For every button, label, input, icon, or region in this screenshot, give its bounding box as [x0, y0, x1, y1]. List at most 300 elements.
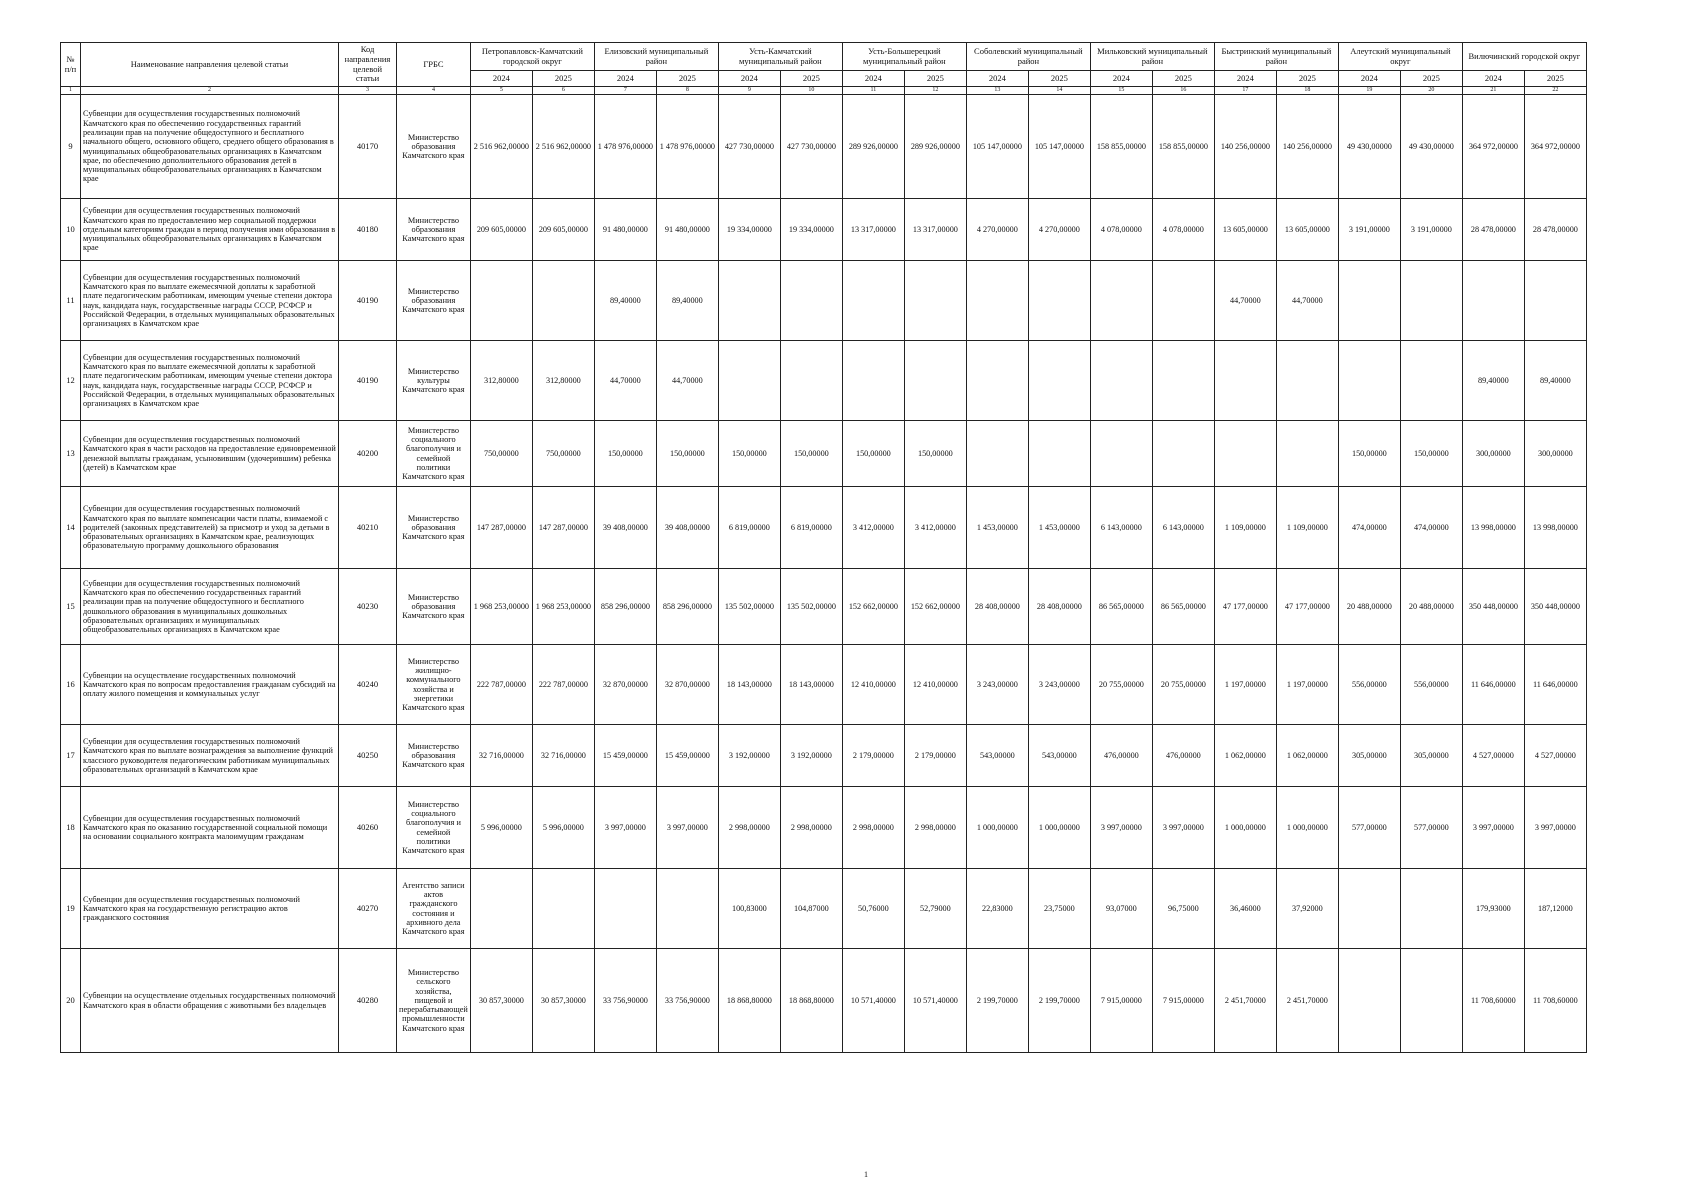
value-cell: 28 408,00000: [1028, 569, 1090, 645]
value-cell: 47 177,00000: [1276, 569, 1338, 645]
value-cell: 140 256,00000: [1214, 95, 1276, 199]
value-cell: 20 755,00000: [1090, 645, 1152, 725]
value-cell: 152 662,00000: [904, 569, 966, 645]
value-cell: 11 646,00000: [1524, 645, 1586, 725]
value-cell: [1028, 341, 1090, 421]
header-region: Соболевский муниципальный район: [966, 43, 1090, 71]
table-row: [61, 569, 1587, 645]
row-number: 19: [61, 869, 81, 949]
value-cell: [1028, 261, 1090, 341]
value-cell: 135 502,00000: [780, 569, 842, 645]
row-code: 40180: [339, 199, 397, 261]
value-cell: 13 998,00000: [1462, 487, 1524, 569]
row-code: 40240: [339, 645, 397, 725]
value-cell: 4 078,00000: [1090, 199, 1152, 261]
value-cell: 2 998,00000: [780, 787, 842, 869]
header-year: 2024: [1338, 71, 1400, 87]
table-row: [61, 199, 1587, 261]
value-cell: 2 516 962,00000: [470, 95, 532, 199]
column-index: 22: [1524, 87, 1586, 95]
value-cell: [1276, 341, 1338, 421]
value-cell: 32 870,00000: [656, 645, 718, 725]
value-cell: 3 997,00000: [656, 787, 718, 869]
header-year: 2024: [470, 71, 532, 87]
value-cell: 152 662,00000: [842, 569, 904, 645]
value-cell: [1400, 949, 1462, 1053]
value-cell: [532, 261, 594, 341]
column-index: 4: [397, 87, 471, 95]
table-row: [61, 261, 1587, 341]
value-cell: [966, 421, 1028, 487]
value-cell: 150,00000: [718, 421, 780, 487]
column-index: 9: [718, 87, 780, 95]
row-grbs: Министерство социального благополучия и семейной политики Камчатского края: [397, 421, 471, 487]
value-cell: 12 410,00000: [904, 645, 966, 725]
value-cell: 1 000,00000: [966, 787, 1028, 869]
column-index: 11: [842, 87, 904, 95]
value-cell: 1 478 976,00000: [656, 95, 718, 199]
value-cell: 6 143,00000: [1152, 487, 1214, 569]
value-cell: [1338, 261, 1400, 341]
header-year: 2025: [656, 71, 718, 87]
value-cell: 2 179,00000: [904, 725, 966, 787]
header-grbs: ГРБС: [397, 43, 471, 87]
value-cell: 91 480,00000: [594, 199, 656, 261]
value-cell: 20 755,00000: [1152, 645, 1214, 725]
value-cell: 1 197,00000: [1276, 645, 1338, 725]
value-cell: [1028, 421, 1090, 487]
column-index: 16: [1152, 87, 1214, 95]
value-cell: 2 199,70000: [966, 949, 1028, 1053]
value-cell: 2 451,70000: [1214, 949, 1276, 1053]
value-cell: [1152, 261, 1214, 341]
value-cell: [780, 261, 842, 341]
header-year: 2025: [532, 71, 594, 87]
header-region: Усть-Камчатский муниципальный район: [718, 43, 842, 71]
value-cell: [1400, 869, 1462, 949]
value-cell: 89,40000: [656, 261, 718, 341]
value-cell: 13 605,00000: [1276, 199, 1338, 261]
value-cell: 22,83000: [966, 869, 1028, 949]
header-region: Мильковский муниципальный район: [1090, 43, 1214, 71]
value-cell: [1214, 421, 1276, 487]
value-cell: 2 179,00000: [842, 725, 904, 787]
value-cell: 209 605,00000: [470, 199, 532, 261]
value-cell: 39 408,00000: [594, 487, 656, 569]
row-grbs: Агентство записи актов гражданского состояния и архивного дела Камчатского края: [397, 869, 471, 949]
value-cell: 187,12000: [1524, 869, 1586, 949]
row-grbs: Министерство образования Камчатского края: [397, 569, 471, 645]
value-cell: 49 430,00000: [1338, 95, 1400, 199]
header-year: 2025: [1276, 71, 1338, 87]
row-number: 15: [61, 569, 81, 645]
value-cell: 1 197,00000: [1214, 645, 1276, 725]
value-cell: 289 926,00000: [904, 95, 966, 199]
value-cell: [1090, 341, 1152, 421]
column-index: 21: [1462, 87, 1524, 95]
row-code: 40190: [339, 261, 397, 341]
value-cell: [842, 261, 904, 341]
table-row: [61, 421, 1587, 487]
row-code: 40260: [339, 787, 397, 869]
table-row: [61, 787, 1587, 869]
value-cell: 1 968 253,00000: [470, 569, 532, 645]
header-code: Код направления целевой статьи: [339, 43, 397, 87]
row-grbs: Министерство образования Камчатского края: [397, 487, 471, 569]
value-cell: [1090, 261, 1152, 341]
value-cell: 104,87000: [780, 869, 842, 949]
value-cell: 52,79000: [904, 869, 966, 949]
value-cell: 2 998,00000: [718, 787, 780, 869]
row-name: Субвенции для осуществления государственных полномочий Камчатского края по выплате компенсации части платы, взимаемой с родителей (законных представителей) за присмотр и уход за детьми в образовательных организациях в Камчатском крае, реализующих образовательную программу дошкольного образования: [81, 487, 339, 569]
value-cell: 3 243,00000: [966, 645, 1028, 725]
value-cell: 44,70000: [1276, 261, 1338, 341]
column-index: 1: [61, 87, 81, 95]
value-cell: 140 256,00000: [1276, 95, 1338, 199]
value-cell: 6 143,00000: [1090, 487, 1152, 569]
value-cell: 32 870,00000: [594, 645, 656, 725]
header-region: Елизовский муниципальный район: [594, 43, 718, 71]
value-cell: 305,00000: [1400, 725, 1462, 787]
value-cell: 3 997,00000: [1152, 787, 1214, 869]
row-grbs: Министерство жилищно-коммунального хозяйства и энергетики Камчатского края: [397, 645, 471, 725]
value-cell: 4 270,00000: [1028, 199, 1090, 261]
header-name: Наименование направления целевой статьи: [81, 43, 339, 87]
value-cell: 86 565,00000: [1152, 569, 1214, 645]
row-code: 40190: [339, 341, 397, 421]
value-cell: 2 451,70000: [1276, 949, 1338, 1053]
value-cell: 556,00000: [1338, 645, 1400, 725]
column-index: 20: [1400, 87, 1462, 95]
value-cell: 15 459,00000: [656, 725, 718, 787]
value-cell: [718, 261, 780, 341]
value-cell: 427 730,00000: [718, 95, 780, 199]
row-code: 40210: [339, 487, 397, 569]
value-cell: 135 502,00000: [718, 569, 780, 645]
value-cell: [1090, 421, 1152, 487]
value-cell: 7 915,00000: [1090, 949, 1152, 1053]
value-cell: 4 078,00000: [1152, 199, 1214, 261]
value-cell: 39 408,00000: [656, 487, 718, 569]
value-cell: 1 062,00000: [1214, 725, 1276, 787]
value-cell: 179,93000: [1462, 869, 1524, 949]
value-cell: 5 996,00000: [532, 787, 594, 869]
row-number: 20: [61, 949, 81, 1053]
value-cell: 3 243,00000: [1028, 645, 1090, 725]
value-cell: [1152, 421, 1214, 487]
table-row: [61, 341, 1587, 421]
column-index: 7: [594, 87, 656, 95]
value-cell: 3 191,00000: [1400, 199, 1462, 261]
value-cell: [1524, 261, 1586, 341]
header-year: 2024: [966, 71, 1028, 87]
row-name: Субвенции на осуществление отдельных государственных полномочий Камчатского края в области обращения с животными без владельцев: [81, 949, 339, 1053]
value-cell: 474,00000: [1400, 487, 1462, 569]
value-cell: 750,00000: [470, 421, 532, 487]
value-cell: [1152, 341, 1214, 421]
row-grbs: Министерство образования Камчатского края: [397, 199, 471, 261]
column-index: 17: [1214, 87, 1276, 95]
value-cell: 33 756,90000: [594, 949, 656, 1053]
column-index: 2: [81, 87, 339, 95]
value-cell: 105 147,00000: [966, 95, 1028, 199]
row-name: Субвенции для осуществления государственных полномочий Камчатского края по выплате вознаграждения за выполнение функций классного руководителя педагогическим работникам муниципальных образовательных организаций в Камчатском крае: [81, 725, 339, 787]
value-cell: 49 430,00000: [1400, 95, 1462, 199]
value-cell: 4 270,00000: [966, 199, 1028, 261]
value-cell: 556,00000: [1400, 645, 1462, 725]
value-cell: [1276, 421, 1338, 487]
value-cell: 93,07000: [1090, 869, 1152, 949]
table-row: [61, 949, 1587, 1053]
column-index: 8: [656, 87, 718, 95]
value-cell: 28 478,00000: [1524, 199, 1586, 261]
row-grbs: Министерство образования Камчатского края: [397, 95, 471, 199]
value-cell: 209 605,00000: [532, 199, 594, 261]
row-name: Субвенции на осуществление государственных полномочий Камчатского края по вопросам предоставления гражданам субсидий на оплату жилого помещения и коммунальных услуг: [81, 645, 339, 725]
value-cell: 2 199,70000: [1028, 949, 1090, 1053]
value-cell: 44,70000: [1214, 261, 1276, 341]
header-year: 2024: [718, 71, 780, 87]
header-region: Петропавловск-Камчатский городской округ: [470, 43, 594, 71]
value-cell: 543,00000: [1028, 725, 1090, 787]
value-cell: 150,00000: [1338, 421, 1400, 487]
value-cell: 147 287,00000: [532, 487, 594, 569]
header-year: 2024: [594, 71, 656, 87]
value-cell: 100,83000: [718, 869, 780, 949]
value-cell: 2 998,00000: [904, 787, 966, 869]
value-cell: 44,70000: [656, 341, 718, 421]
column-index: 19: [1338, 87, 1400, 95]
value-cell: 37,92000: [1276, 869, 1338, 949]
value-cell: [780, 341, 842, 421]
header-year: 2024: [1090, 71, 1152, 87]
value-cell: 19 334,00000: [718, 199, 780, 261]
value-cell: [966, 261, 1028, 341]
value-cell: 3 192,00000: [780, 725, 842, 787]
header-year: 2025: [1524, 71, 1586, 87]
row-name: Субвенции для осуществления государственных полномочий Камчатского края на государственную регистрацию актов гражданского состояния: [81, 869, 339, 949]
value-cell: 11 708,60000: [1524, 949, 1586, 1053]
value-cell: 312,80000: [532, 341, 594, 421]
value-cell: [1400, 261, 1462, 341]
value-cell: 18 143,00000: [780, 645, 842, 725]
value-cell: 1 453,00000: [966, 487, 1028, 569]
value-cell: 1 478 976,00000: [594, 95, 656, 199]
row-name: Субвенции для осуществления государственных полномочий Камчатского края по обеспечению государственных гарантий реализации прав на получение общедоступного и бесплатного дошкольного образования в муниципальных дошкольных образовательных организациях и муниципальных общеобразовательных организациях в Камчатском крае: [81, 569, 339, 645]
row-name: Субвенции для осуществления государственных полномочий Камчатского края по выплате ежемесячной доплаты к заработной плате педагогическим работникам, имеющим ученые степени доктора наук, кандидата наук, государственные награды СССР, РСФСР и Российской Федерации, в отдельных муниципальных образовательных организациях в Камчатском крае: [81, 341, 339, 421]
column-index: 6: [532, 87, 594, 95]
value-cell: 364 972,00000: [1462, 95, 1524, 199]
row-number: 17: [61, 725, 81, 787]
value-cell: 858 296,00000: [656, 569, 718, 645]
value-cell: 18 143,00000: [718, 645, 780, 725]
value-cell: 1 000,00000: [1276, 787, 1338, 869]
table-row: [61, 869, 1587, 949]
value-cell: [1338, 869, 1400, 949]
value-cell: 147 287,00000: [470, 487, 532, 569]
value-cell: 10 571,40000: [904, 949, 966, 1053]
value-cell: 3 412,00000: [904, 487, 966, 569]
value-cell: 858 296,00000: [594, 569, 656, 645]
value-cell: 7 915,00000: [1152, 949, 1214, 1053]
header-year: 2024: [1462, 71, 1524, 87]
value-cell: 28 478,00000: [1462, 199, 1524, 261]
row-number: 9: [61, 95, 81, 199]
value-cell: 18 868,80000: [780, 949, 842, 1053]
value-cell: 150,00000: [842, 421, 904, 487]
value-cell: 3 192,00000: [718, 725, 780, 787]
value-cell: 2 516 962,00000: [532, 95, 594, 199]
row-grbs: Министерство сельского хозяйства, пищевой и перерабатывающей промышленности Камчатского края: [397, 949, 471, 1053]
value-cell: 50,76000: [842, 869, 904, 949]
row-name: Субвенции для осуществления государственных полномочий Камчатского края в части расходов на предоставление единовременной денежной выплаты гражданам, усыновившим (удочерившим) ребенка (детей) в Камчатском крае: [81, 421, 339, 487]
value-cell: 89,40000: [1462, 341, 1524, 421]
value-cell: 91 480,00000: [656, 199, 718, 261]
row-code: 40200: [339, 421, 397, 487]
value-cell: 427 730,00000: [780, 95, 842, 199]
row-code: 40280: [339, 949, 397, 1053]
value-cell: 33 756,90000: [656, 949, 718, 1053]
value-cell: 28 408,00000: [966, 569, 1028, 645]
row-number: 14: [61, 487, 81, 569]
header-year: 2025: [1152, 71, 1214, 87]
value-cell: 18 868,80000: [718, 949, 780, 1053]
value-cell: 289 926,00000: [842, 95, 904, 199]
table-row: [61, 487, 1587, 569]
value-cell: 150,00000: [780, 421, 842, 487]
value-cell: 4 527,00000: [1462, 725, 1524, 787]
row-number: 18: [61, 787, 81, 869]
header-region: Вилючинский городской округ: [1462, 43, 1586, 71]
column-index: 15: [1090, 87, 1152, 95]
value-cell: 13 317,00000: [842, 199, 904, 261]
header-year: 2025: [904, 71, 966, 87]
value-cell: 32 716,00000: [470, 725, 532, 787]
row-number: 10: [61, 199, 81, 261]
value-cell: 13 998,00000: [1524, 487, 1586, 569]
row-grbs: Министерство образования Камчатского края: [397, 725, 471, 787]
value-cell: [1400, 341, 1462, 421]
value-cell: [718, 341, 780, 421]
budget-table-sheet: [60, 42, 1587, 1053]
column-index: 5: [470, 87, 532, 95]
row-code: 40170: [339, 95, 397, 199]
value-cell: 6 819,00000: [718, 487, 780, 569]
value-cell: 577,00000: [1338, 787, 1400, 869]
value-cell: [594, 869, 656, 949]
row-code: 40230: [339, 569, 397, 645]
value-cell: 15 459,00000: [594, 725, 656, 787]
value-cell: 158 855,00000: [1090, 95, 1152, 199]
value-cell: 19 334,00000: [780, 199, 842, 261]
value-cell: 150,00000: [904, 421, 966, 487]
value-cell: 3 412,00000: [842, 487, 904, 569]
row-number: 12: [61, 341, 81, 421]
value-cell: 1 062,00000: [1276, 725, 1338, 787]
column-index: 14: [1028, 87, 1090, 95]
value-cell: 13 317,00000: [904, 199, 966, 261]
value-cell: 577,00000: [1400, 787, 1462, 869]
value-cell: [470, 869, 532, 949]
value-cell: [966, 341, 1028, 421]
value-cell: 5 996,00000: [470, 787, 532, 869]
value-cell: 10 571,40000: [842, 949, 904, 1053]
value-cell: 44,70000: [594, 341, 656, 421]
value-cell: 89,40000: [1524, 341, 1586, 421]
column-index: 13: [966, 87, 1028, 95]
value-cell: [1338, 341, 1400, 421]
row-code: 40270: [339, 869, 397, 949]
row-number: 13: [61, 421, 81, 487]
subvention-table: [60, 42, 1587, 1053]
value-cell: 3 997,00000: [594, 787, 656, 869]
header-num: № п/п: [61, 43, 81, 87]
value-cell: [532, 869, 594, 949]
value-cell: 474,00000: [1338, 487, 1400, 569]
column-index: 10: [780, 87, 842, 95]
value-cell: [842, 341, 904, 421]
header-year: 2025: [1028, 71, 1090, 87]
value-cell: 3 997,00000: [1090, 787, 1152, 869]
header-region: Быстринский муниципальный район: [1214, 43, 1338, 71]
column-index: 18: [1276, 87, 1338, 95]
value-cell: 1 000,00000: [1214, 787, 1276, 869]
value-cell: 96,75000: [1152, 869, 1214, 949]
value-cell: 543,00000: [966, 725, 1028, 787]
row-name: Субвенции для осуществления государственных полномочий Камчатского края по выплате ежемесячной доплаты к заработной плате педагогическим работникам, имеющим ученые степени доктора наук, кандидата наук, государственные награды СССР, РСФСР и Российской Федерации, в отдельных муниципальных образовательных организациях в Камчатском крае: [81, 261, 339, 341]
row-number: 16: [61, 645, 81, 725]
value-cell: 3 997,00000: [1462, 787, 1524, 869]
table-row: [61, 95, 1587, 199]
value-cell: 86 565,00000: [1090, 569, 1152, 645]
value-cell: [656, 869, 718, 949]
value-cell: 13 605,00000: [1214, 199, 1276, 261]
value-cell: 32 716,00000: [532, 725, 594, 787]
value-cell: 476,00000: [1090, 725, 1152, 787]
value-cell: 105 147,00000: [1028, 95, 1090, 199]
column-index-row: [61, 87, 1587, 95]
value-cell: 300,00000: [1462, 421, 1524, 487]
value-cell: 312,80000: [470, 341, 532, 421]
header-year: 2025: [780, 71, 842, 87]
value-cell: 4 527,00000: [1524, 725, 1586, 787]
value-cell: 89,40000: [594, 261, 656, 341]
value-cell: 20 488,00000: [1338, 569, 1400, 645]
value-cell: 750,00000: [532, 421, 594, 487]
value-cell: [1338, 949, 1400, 1053]
value-cell: 364 972,00000: [1524, 95, 1586, 199]
value-cell: 300,00000: [1524, 421, 1586, 487]
value-cell: 222 787,00000: [532, 645, 594, 725]
row-code: 40250: [339, 725, 397, 787]
row-name: Субвенции для осуществления государственных полномочий Камчатского края по предоставлению мер социальной поддержки отдельным категориям граждан в период получения ими образования в муниципальных общеобразовательных организациях в Камчатском крае: [81, 199, 339, 261]
header-year: 2025: [1400, 71, 1462, 87]
table-row: [61, 645, 1587, 725]
value-cell: 1 109,00000: [1214, 487, 1276, 569]
value-cell: 11 708,60000: [1462, 949, 1524, 1053]
value-cell: 158 855,00000: [1152, 95, 1214, 199]
value-cell: 12 410,00000: [842, 645, 904, 725]
value-cell: 150,00000: [594, 421, 656, 487]
value-cell: 23,75000: [1028, 869, 1090, 949]
value-cell: 3 191,00000: [1338, 199, 1400, 261]
header-year: 2024: [1214, 71, 1276, 87]
column-index: 12: [904, 87, 966, 95]
value-cell: 150,00000: [1400, 421, 1462, 487]
value-cell: 30 857,30000: [532, 949, 594, 1053]
value-cell: 222 787,00000: [470, 645, 532, 725]
row-name: Субвенции для осуществления государственных полномочий Камчатского края по обеспечению государственных гарантий реализации прав на получение общедоступного и бесплатного начального общего, основного общего, среднего общего образования в муниципальных общеобразовательных организациях в Камчатском крае, по обеспечению дополнительного образования детей в муниципальных общеобразовательных организациях в Камчатском крае: [81, 95, 339, 199]
